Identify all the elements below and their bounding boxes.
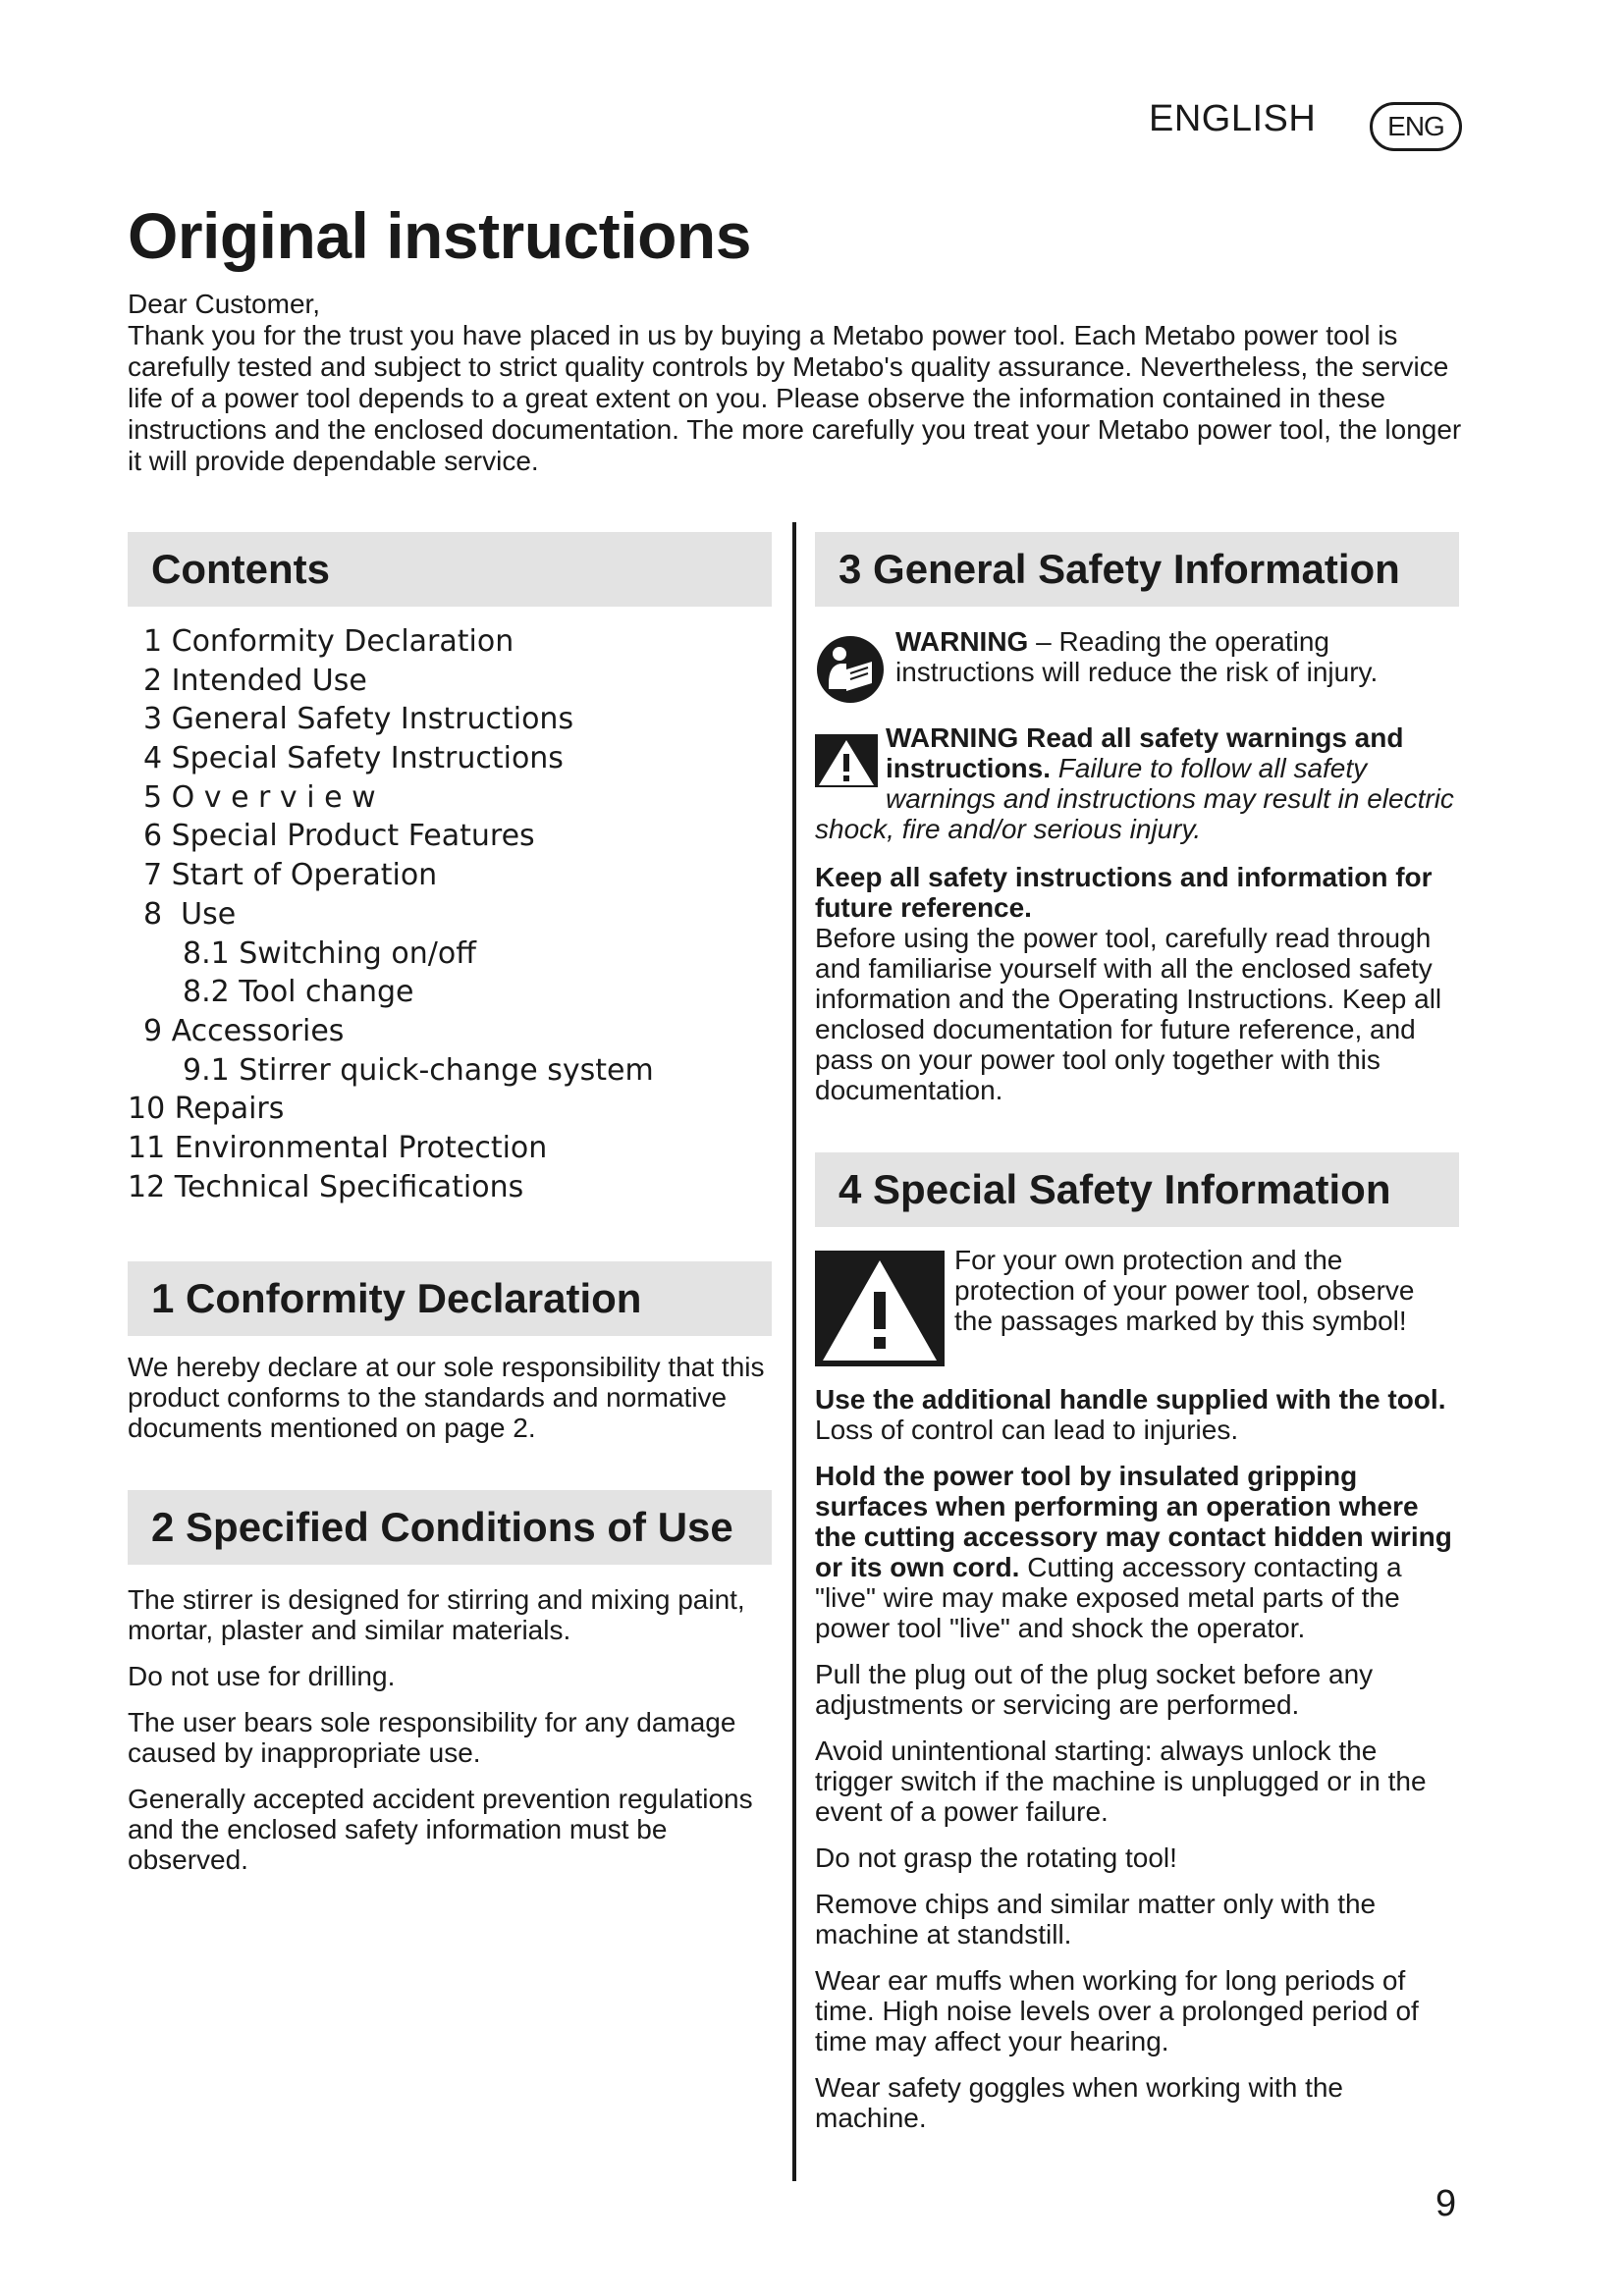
section2-paragraph: The user bears sole responsibility for any damage caused by inappropriate use. bbox=[128, 1707, 736, 1769]
warning1-body: – Reading the operating instructions will reduce the risk of injury. bbox=[895, 626, 1379, 687]
symbol-notice bbox=[815, 1245, 1459, 1366]
toc-item: 11 Environmental Protection bbox=[128, 1130, 548, 1165]
general-warning bbox=[815, 722, 1459, 844]
read-manual-warning bbox=[815, 626, 1459, 705]
right-column bbox=[815, 532, 1459, 2149]
column-divider bbox=[792, 522, 796, 2181]
section4-paragraph: Avoid unintentional starting: always unlock the trigger switch if the machine is unplugged or in the event of a power failure. bbox=[815, 1735, 1427, 1827]
hold-bold: Hold the power tool by insulated gripping surfaces when performing an operation where the cutting accessory may contact hidden wiring or its own cord. bbox=[815, 1461, 1452, 1582]
toc-item: 8.1 Switching on/off bbox=[183, 935, 476, 971]
section3-heading: 3 General Safety Information bbox=[815, 532, 1459, 607]
warning-triangle-icon bbox=[815, 734, 878, 787]
warning1-label: WARNING bbox=[895, 626, 1029, 657]
section4-paragraph: Pull the plug out of the plug socket before any adjustments or servicing are performed. bbox=[815, 1659, 1374, 1720]
language-label: ENGLISH bbox=[1149, 98, 1317, 139]
toc-item: 7 Start of Operation bbox=[143, 858, 438, 893]
section1-heading: 1 Conformity Declaration bbox=[128, 1261, 772, 1336]
section4-paragraph: Do not grasp the rotating tool! bbox=[815, 1842, 1177, 1873]
section4-paragraph: Remove chips and similar matter only with the machine at standstill. bbox=[815, 1889, 1377, 1949]
toc-item: 6 Special Product Features bbox=[143, 819, 535, 854]
toc-item: 4 Special Safety Instructions bbox=[143, 741, 564, 776]
toc-item: 10 Repairs bbox=[128, 1092, 285, 1127]
toc-item: 2 Intended Use bbox=[143, 663, 367, 698]
intro-block bbox=[128, 289, 1463, 477]
toc-item: 12 Technical Specifications bbox=[128, 1169, 524, 1204]
section1-text: We hereby declare at our sole responsibility that this product conforms to the standards and normative documents mentioned on page 2. bbox=[128, 1352, 765, 1444]
section4-heading: 4 Special Safety Information bbox=[815, 1152, 1459, 1227]
toc-item: 5 O v e r v i e w bbox=[143, 779, 376, 815]
section2-paragraph: Generally accepted accident prevention regulations and the enclosed safety information must be observed. bbox=[128, 1784, 753, 1876]
page-title: Original instructions bbox=[128, 199, 751, 272]
warning2-italic: Failure to follow all safety warnings and instructions may result in electric shock, fire and/or serious injury. bbox=[815, 753, 1454, 844]
left-column bbox=[128, 532, 772, 1891]
section2-paragraph: The stirrer is designed for stirring and mixing paint, mortar, plaster and similar materials. bbox=[128, 1584, 745, 1646]
section2-heading: 2 Specified Conditions of Use bbox=[128, 1490, 772, 1565]
section2-body bbox=[128, 1584, 772, 1875]
toc-item: 8.2 Tool change bbox=[183, 975, 414, 1010]
section2-paragraph: Do not use for drilling. bbox=[128, 1661, 396, 1692]
hold-instruction bbox=[815, 1461, 1459, 1643]
handle-bold: Use the additional handle supplied with the tool. bbox=[815, 1384, 1446, 1415]
keep-bold: Keep all safety instructions and information for future reference. bbox=[815, 862, 1433, 923]
intro-text: Thank you for the trust you have placed in us by buying a Metabo power tool. Each Metabo power tool is carefully tested and subject to strict quality controls by Metabo's quality assurance. Nevertheless, the service life of a power tool depends to a great extent on you. Please observe the information contained in these instructions and the enclosed documentation. The more carefully you treat your Metabo power tool, the longer it will provide dependable service. bbox=[128, 320, 1462, 476]
handle-text: Loss of control can lead to injuries. bbox=[815, 1415, 1239, 1445]
toc-item: 8 Use bbox=[143, 896, 237, 932]
read-manual-icon bbox=[815, 634, 886, 705]
toc-item: 1 Conformity Declaration bbox=[143, 624, 514, 659]
warning2-text bbox=[815, 722, 1459, 844]
symbol-text: For your own protection and the protection of your power tool, observe the passages marked by this symbol! bbox=[954, 1245, 1415, 1336]
section4-paragraph: Wear safety goggles when working with the machine. bbox=[815, 2072, 1343, 2133]
keep-text: Before using the power tool, carefully read through and familiarise yourself with all the enclosed safety information and the Operating Instructions. Keep all enclosed documentation for future reference, and pass on your power tool only together with this documentation. bbox=[815, 923, 1442, 1105]
section4-paragraph: Wear ear muffs when working for long periods of time. High noise levels over a prolonged period of time may affect your hearing. bbox=[815, 1965, 1419, 2056]
toc-item: 3 General Safety Instructions bbox=[143, 702, 574, 737]
contents-list bbox=[128, 622, 772, 1206]
hold-text: Cutting accessory contacting a "live" wire may make exposed metal parts of the power tool "live" and shock the operator. bbox=[815, 1552, 1402, 1643]
warning2-bold: WARNING Read all safety warnings and instructions. bbox=[886, 722, 1404, 783]
keep-instructions bbox=[815, 862, 1459, 1105]
handle-instruction bbox=[815, 1384, 1459, 1445]
warning1-text bbox=[895, 626, 1459, 687]
contents-heading: Contents bbox=[128, 532, 772, 607]
intro-salutation: Dear Customer, bbox=[128, 289, 321, 319]
toc-item: 9.1 Stirrer quick-change system bbox=[183, 1052, 654, 1088]
danger-triangle-icon bbox=[815, 1251, 945, 1366]
page-number: 9 bbox=[1435, 2183, 1457, 2224]
toc-item: 9 Accessories bbox=[143, 1013, 345, 1048]
language-badge: ENG bbox=[1370, 102, 1462, 151]
